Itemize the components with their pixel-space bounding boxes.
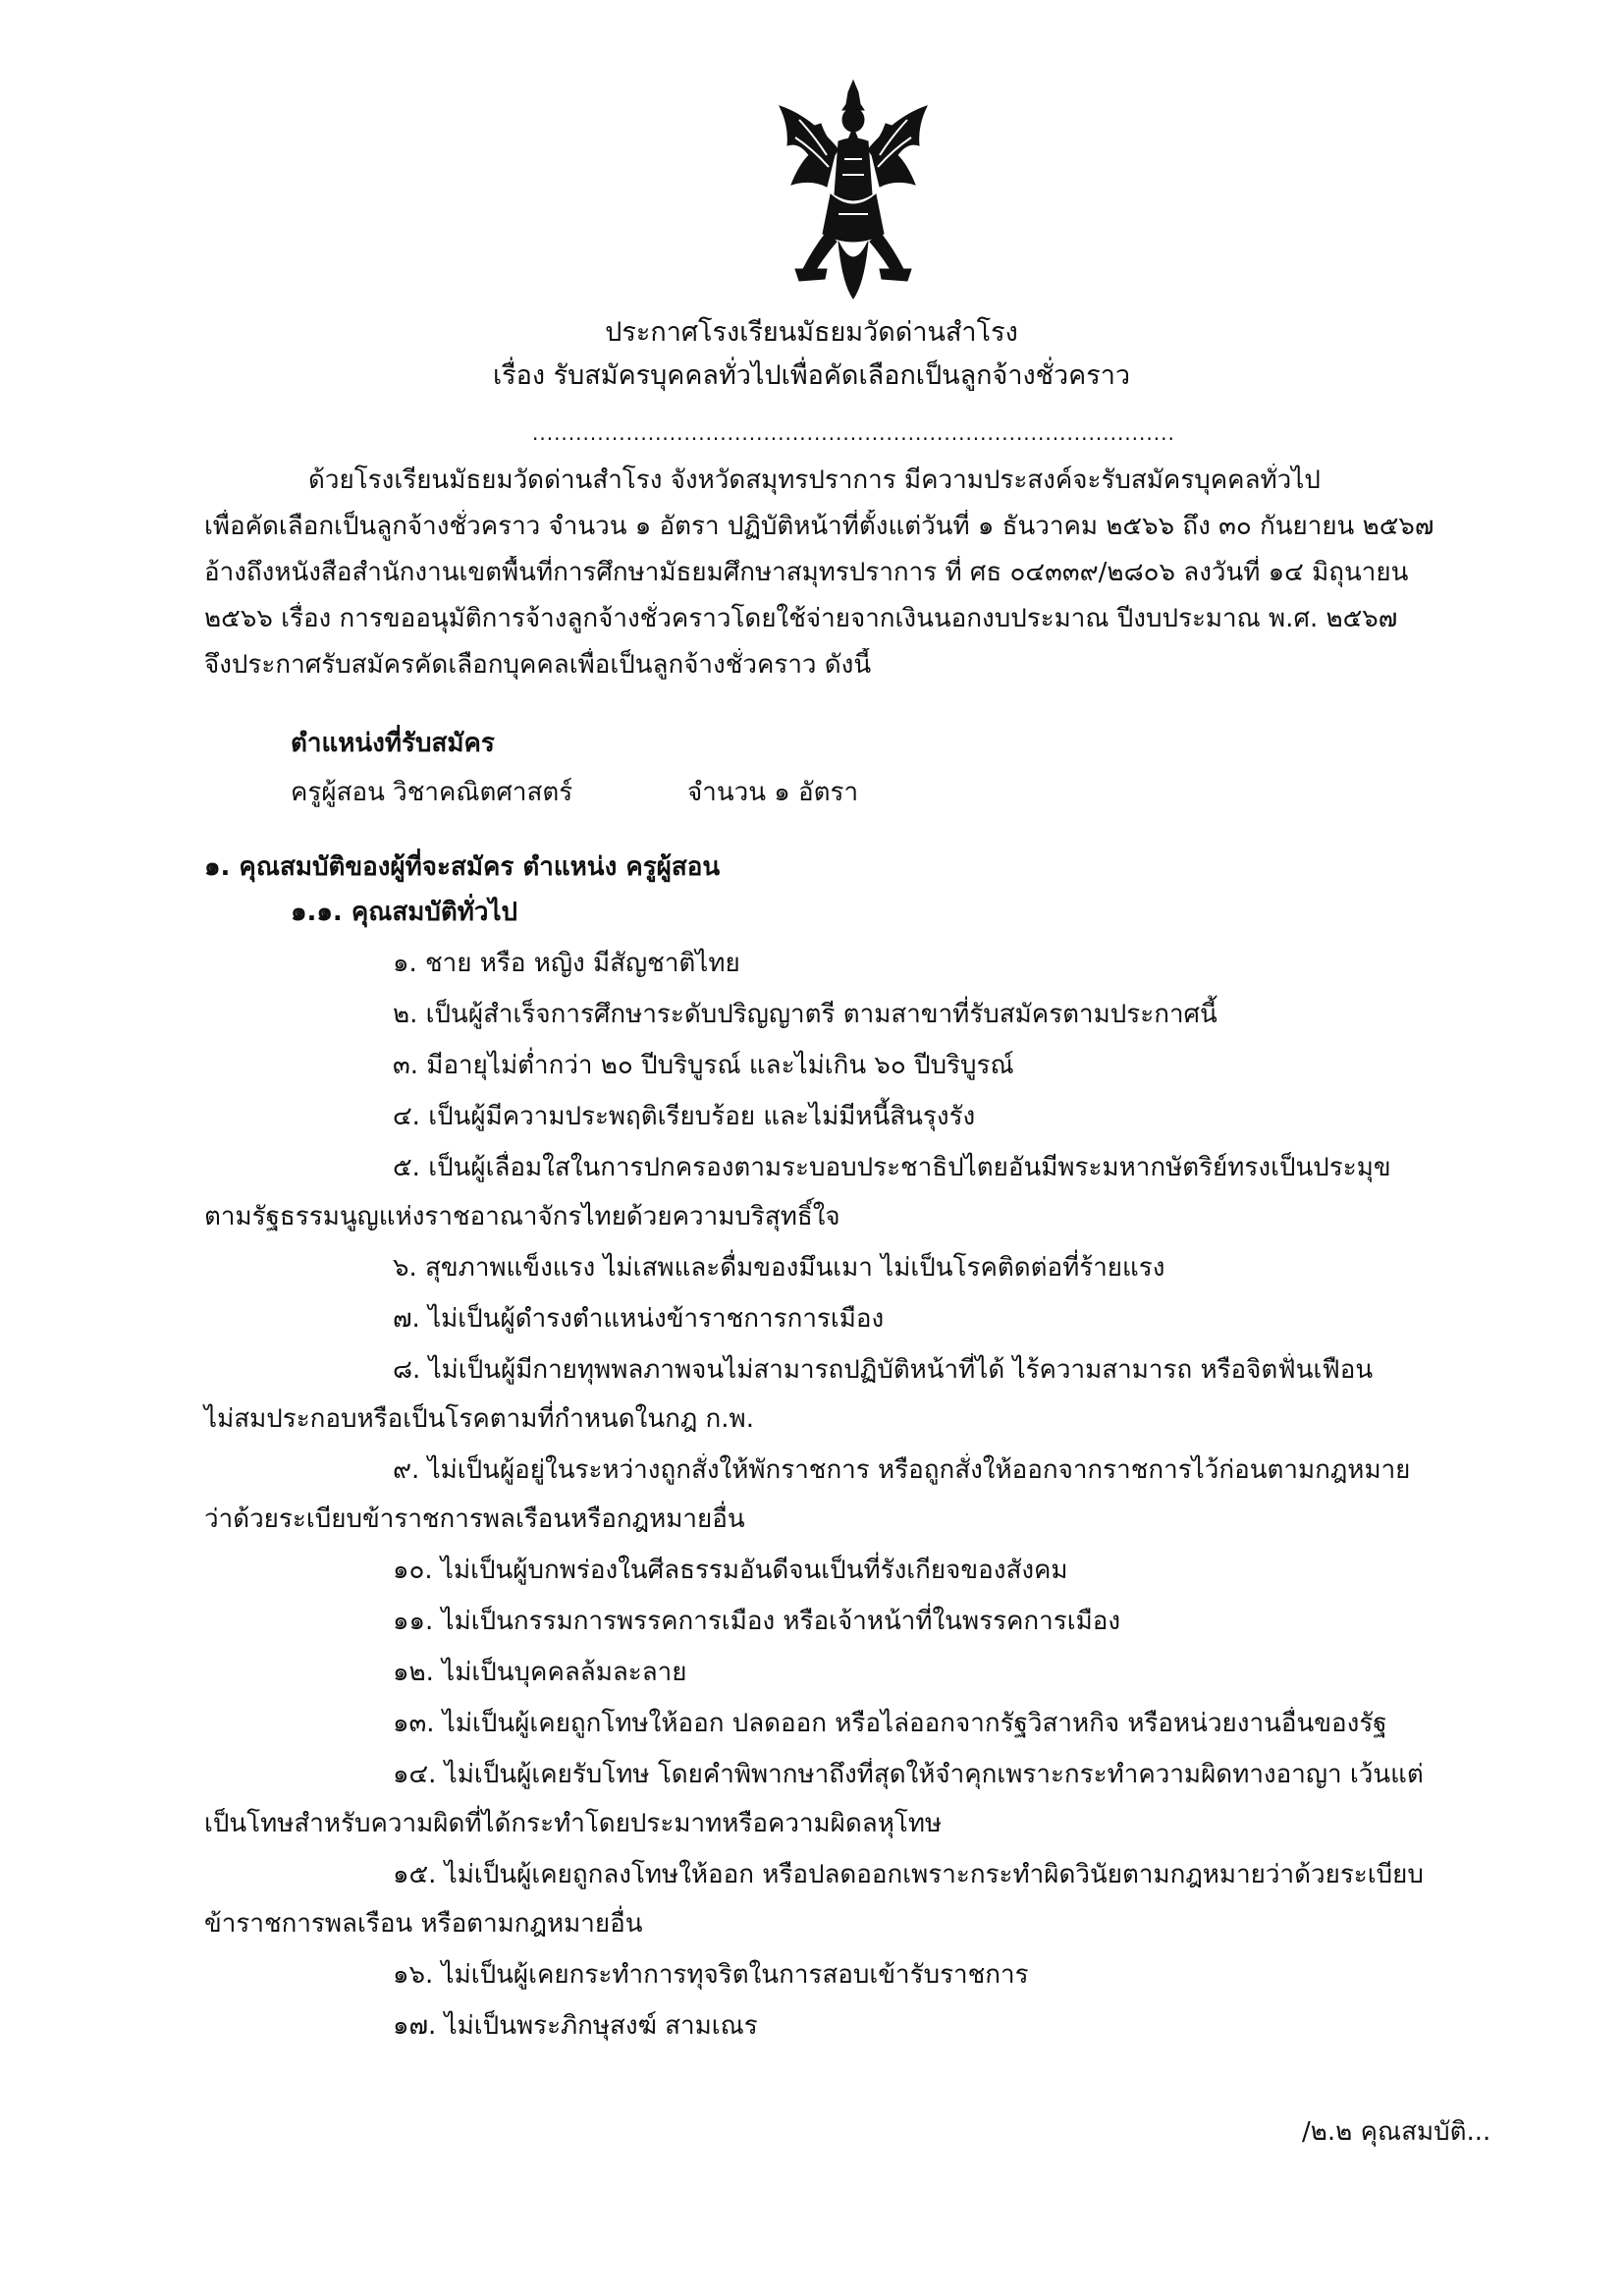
subsection-heading: ๑.๑. คุณสมบัติทั่วไป	[291, 898, 518, 927]
qualification-item: ๔. เป็นผู้มีความประพฤติเรียบร้อย และไม่มีหนี้สินรุงรัง	[393, 1102, 976, 1131]
qualification-item: ๑๔. ไม่เป็นผู้เคยรับโทษ โดยคำพิพากษาถึงที่สุดให้จำคุกเพราะกระทำความผิดทางอาญา เว้นแต่	[393, 1760, 1424, 1789]
qualification-item: ๑๓. ไม่เป็นผู้เคยถูกโทษให้ออก ปลดออก หรือไล่ออกจากรัฐวิสาหกิจ หรือหน่วยงานอื่นของรัฐ	[393, 1709, 1387, 1738]
qualification-item: ๑๖. ไม่เป็นผู้เคยกระทำการทุจริตในการสอบเข้ารับราชการ	[393, 1960, 1029, 1990]
announcement-subject: เรื่อง รับสมัครบุคคลทั่วไปเพื่อคัดเลือกเป็นลูกจ้างชั่วคราว	[492, 360, 1131, 391]
qualification-item-continued: เป็นโทษสำหรับความผิดที่ได้กระทำโดยประมาทหรือความผิดลหุโทษ	[204, 1809, 943, 1838]
qualification-item: ๕. เป็นผู้เลื่อมใสในการปกครองตามระบอบประชาธิปไตยอันมีพระมหากษัตริย์ทรงเป็นประมุข	[393, 1153, 1391, 1182]
qualification-item: ๗. ไม่เป็นผู้ดำรงตำแหน่งข้าราชการการเมือง	[393, 1304, 885, 1334]
qualification-item: ๖. สุขภาพแข็งแรง ไม่เสพและดื่มของมึนเมา ไม่เป็นโรคติดต่อที่ร้ายแรง	[393, 1253, 1165, 1283]
section-heading: ๑. คุณสมบัติของผู้ที่จะสมัคร ตำแหน่ง ครูผู้สอน	[204, 852, 721, 882]
intro-line: เพื่อคัดเลือกเป็นลูกจ้างชั่วคราว จำนวน ๑ อัตรา ปฏิบัติหน้าที่ตั้งแต่วันที่ ๑ ธันวาคม ๒๕๖๖ ถึง ๓๐ กันยายน ๒๕๖๗	[204, 512, 1434, 541]
position-name: ครูผู้สอน วิชาคณิตศาสตร์	[291, 778, 573, 807]
garuda-emblem	[770, 77, 937, 302]
qualification-item: ๘. ไม่เป็นผู้มีกายทุพพลภาพจนไม่สามารถปฏิบัติหน้าที่ได้ ไร้ความสามารถ หรือจิตฟั่นเฟือน	[393, 1355, 1374, 1385]
qualification-item-continued: ว่าด้วยระเบียบข้าราชการพลเรือนหรือกฎหมายอื่น	[204, 1504, 745, 1534]
qualification-item: ๑. ชาย หรือ หญิง มีสัญชาติไทย	[393, 949, 740, 978]
intro-line: ๒๕๖๖ เรื่อง การขออนุมัติการจ้างลูกจ้างชั่วคราวโดยใช้จ่ายจากเงินนอกงบประมาณ ปีงบประมาณ พ.ศ. ๒๕๖๗	[204, 604, 1398, 633]
announcement-title: ประกาศโรงเรียนมัธยมวัดด่านสำโรง	[605, 317, 1018, 348]
qualification-item: ๑๑. ไม่เป็นกรรมการพรรคการเมือง หรือเจ้าหน้าที่ในพรรคการเมือง	[393, 1607, 1121, 1636]
next-page-reference: /๒.๒ คุณสมบัติ...	[1302, 2117, 1491, 2147]
intro-line: ด้วยโรงเรียนมัธยมวัดด่านสำโรง จังหวัดสมุทรปราการ มีความประสงค์จะรับสมัครบุคคลทั่วไป	[308, 465, 1321, 495]
qualification-item-continued: ไม่สมประกอบหรือเป็นโรคตามที่กำหนดในกฎ ก.พ.	[204, 1404, 754, 1434]
position-count: จำนวน ๑ อัตรา	[687, 778, 859, 807]
qualification-item-continued: ตามรัฐธรรมนูญแห่งราชอาณาจักรไทยด้วยความบริสุทธิ์ใจ	[204, 1202, 840, 1231]
qualification-item: ๙. ไม่เป็นผู้อยู่ในระหว่างถูกสั่งให้พักราชการ หรือถูกสั่งให้ออกจากราชการไว้ก่อนตามกฎหมาย	[393, 1455, 1411, 1485]
qualification-item: ๓. มีอายุไม่ต่ำกว่า ๒๐ ปีบริบูรณ์ และไม่เกิน ๖๐ ปีบริบูรณ์	[393, 1051, 1014, 1080]
qualification-item: ๑๗. ไม่เป็นพระภิกษุสงฆ์ สามเณร	[393, 2011, 758, 2041]
header-divider: .........................................................................................	[532, 421, 1175, 445]
qualification-item: ๒. เป็นผู้สำเร็จการศึกษาระดับปริญญาตรี ตามสาขาที่รับสมัครตามประกาศนี้	[393, 1000, 1217, 1029]
intro-line: อ้างถึงหนังสือสำนักงานเขตพื้นที่การศึกษามัธยมศึกษาสมุทรปราการ ที่ ศธ ๐๔๓๓๙/๒๘๐๖ ลงวันที่ ๑๔ มิถุนายน	[204, 558, 1409, 587]
qualification-item: ๑๐. ไม่เป็นผู้บกพร่องในศีลธรรมอันดีจนเป็นที่รังเกียจของสังคม	[393, 1556, 1068, 1585]
qualification-item: ๑๒. ไม่เป็นบุคคลล้มละลาย	[393, 1658, 687, 1687]
position-heading: ตำแหน่งที่รับสมัคร	[291, 729, 495, 758]
qualification-item-continued: ข้าราชการพลเรือน หรือตามกฎหมายอื่น	[204, 1909, 643, 1939]
intro-line: จึงประกาศรับสมัครคัดเลือกบุคคลเพื่อเป็นลูกจ้างชั่วคราว ดังนี้	[204, 650, 872, 680]
qualification-item: ๑๕. ไม่เป็นผู้เคยถูกลงโทษให้ออก หรือปลดออกเพราะกระทำผิดวินัยตามกฎหมายว่าด้วยระเบียบ	[393, 1860, 1424, 1889]
